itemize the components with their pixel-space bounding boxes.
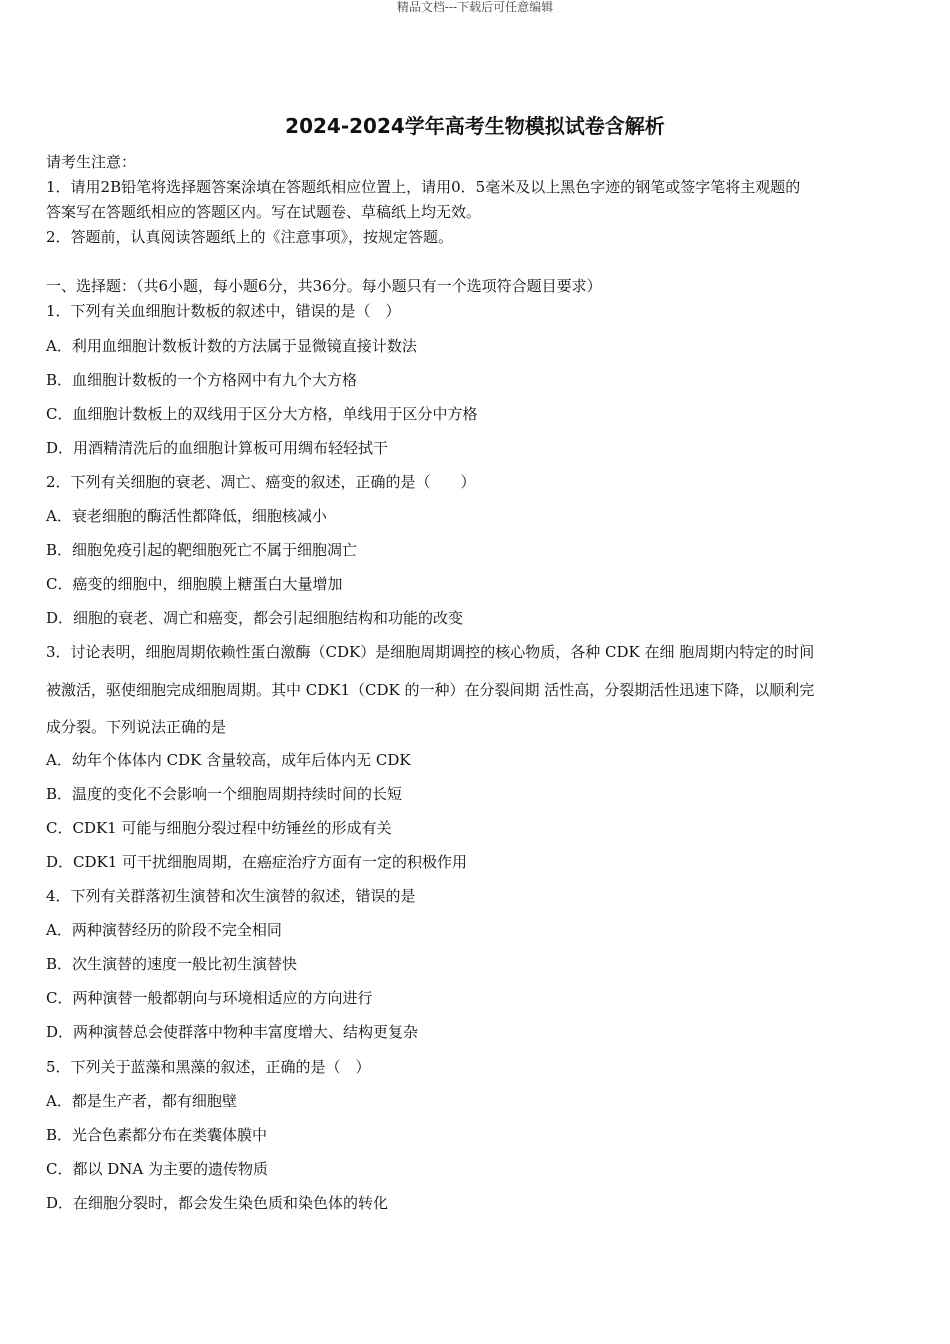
- section-heading: 一、选择题：（共6小题，每小题6分，共36分。每小题只有一个选项符合题目要求）: [46, 277, 602, 295]
- question-1-option-b: B．血细胞计数板的一个方格网中有九个大方格: [46, 371, 358, 389]
- question-5-stem: 5．下列关于蓝藻和黑藻的叙述，正确的是（ ）: [46, 1058, 371, 1076]
- notice-item-2: 2．答题前，认真阅读答题纸上的《注意事项》，按规定答题。: [46, 228, 454, 246]
- question-3-stem-line-3: 成分裂。下列说法正确的是: [46, 718, 227, 736]
- question-3-option-d: D．CDK1 可干扰细胞周期，在癌症治疗方面有一定的积极作用: [46, 853, 468, 871]
- question-3-option-c: C．CDK1 可能与细胞分裂过程中纺锤丝的形成有关: [46, 819, 392, 837]
- question-4-option-a: A．两种演替经历的阶段不完全相同: [46, 921, 282, 939]
- question-3-option-a: A．幼年个体体内 CDK 含量较高，成年后体内无 CDK: [46, 751, 411, 769]
- notice-item-1-line-1: 1．请用2B铅笔将选择题答案涂填在答题纸相应位置上，请用0．5毫米及以上黑色字迹的钢笔或签字笔将主观题的: [46, 178, 801, 196]
- notice-item-1-line-2: 答案写在答题纸相应的答题区内。写在试题卷、草稿纸上均无效。: [46, 203, 482, 221]
- question-2-option-d: D．细胞的衰老、凋亡和癌变，都会引起细胞结构和功能的改变: [46, 609, 464, 627]
- question-3-stem-line-2: 被激活，驱使细胞完成细胞周期。其中 CDK1（CDK 的一种）在分裂间期 活性高，分裂期活性迅速下降，以顺利完: [46, 681, 815, 699]
- question-2-option-a: A．衰老细胞的酶活性都降低，细胞核减小: [46, 507, 327, 525]
- question-5-option-d: D．在细胞分裂时，都会发生染色质和染色体的转化: [46, 1194, 389, 1212]
- document-title: 2024-2024学年高考生物模拟试卷含解析: [285, 114, 665, 138]
- question-1-option-d: D．用酒精清洗后的血细胞计算板可用绸布轻轻拭干: [46, 439, 389, 457]
- question-1-option-a: A．利用血细胞计数板计数的方法属于显微镜直接计数法: [46, 337, 417, 355]
- question-4-option-b: B．次生演替的速度一般比初生演替快: [46, 955, 298, 973]
- page-header-note: 精品文档---下载后可任意编辑: [396, 0, 554, 14]
- question-2-stem: 2．下列有关细胞的衰老、凋亡、癌变的叙述，正确的是（ ）: [46, 473, 476, 491]
- question-2-option-b: B．细胞免疫引起的靶细胞死亡不属于细胞凋亡: [46, 541, 358, 559]
- question-1-stem: 1．下列有关血细胞计数板的叙述中，错误的是（ ）: [46, 302, 401, 320]
- question-1-option-c: C．血细胞计数板上的双线用于区分大方格，单线用于区分中方格: [46, 405, 478, 423]
- question-3-option-b: B．温度的变化不会影响一个细胞周期持续时间的长短: [46, 785, 403, 803]
- question-3-stem-line-1: 3．讨论表明，细胞周期依赖性蛋白激酶（CDK）是细胞周期调控的核心物质，各种 CDK 在细 胞周期内特定的时间: [46, 643, 815, 661]
- notice-heading: 请考生注意：: [46, 153, 137, 171]
- question-2-option-c: C．癌变的细胞中，细胞膜上糖蛋白大量增加: [46, 575, 343, 593]
- question-4-option-c: C．两种演替一般都朝向与环境相适应的方向进行: [46, 989, 373, 1007]
- question-4-option-d: D．两种演替总会使群落中物种丰富度增大、结构更复杂: [46, 1023, 419, 1041]
- question-5-option-b: B．光合色素都分布在类囊体膜中: [46, 1126, 268, 1144]
- question-4-stem: 4．下列有关群落初生演替和次生演替的叙述，错误的是: [46, 887, 416, 905]
- question-5-option-a: A．都是生产者，都有细胞壁: [46, 1092, 237, 1110]
- question-5-option-c: C．都以 DNA 为主要的遗传物质: [46, 1160, 268, 1178]
